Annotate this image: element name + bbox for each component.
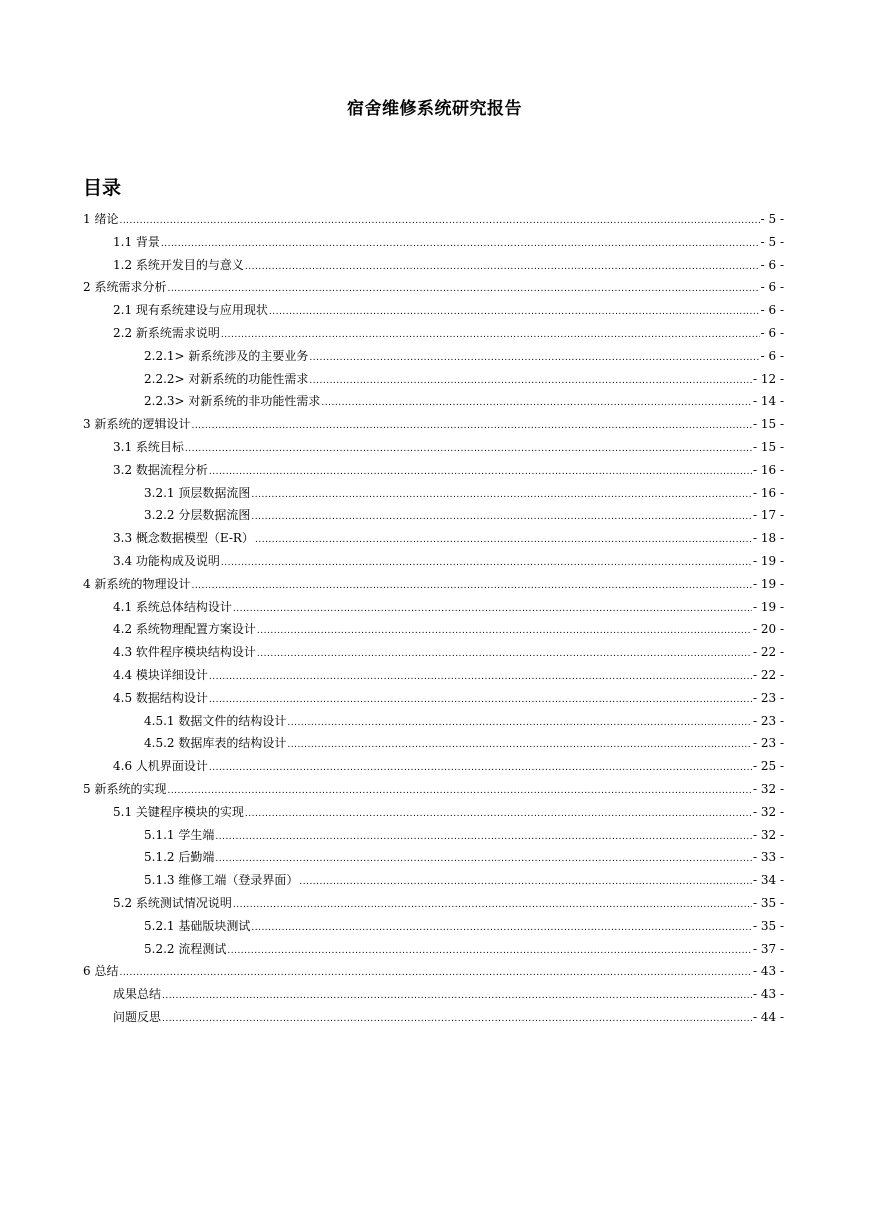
toc-entry-page: - 19 - (752, 576, 784, 591)
toc-entry-page: - 16 - (752, 485, 784, 500)
dot-leader (221, 552, 752, 575)
toc-entry-label: 问题反思 (113, 1009, 162, 1024)
toc-entry-label: 3.2.1 顶层数据流图 (144, 485, 251, 500)
toc-entry[interactable] (83, 254, 784, 277)
toc-entry-label: 4.5.2 数据库表的结构设计 (144, 736, 287, 751)
dot-leader (255, 529, 752, 552)
toc-entry[interactable] (83, 208, 784, 231)
dot-leader (119, 210, 759, 233)
toc-entry-page: - 5 - (760, 234, 784, 249)
toc-entry-label: 1.1 背景 (113, 234, 160, 249)
toc-entry-page: - 44 - (752, 1009, 784, 1024)
toc-entry-page: - 43 - (752, 964, 784, 979)
toc-entry-page: - 6 - (760, 303, 784, 318)
toc-entry-page: - 15 - (752, 439, 784, 454)
dot-leader (321, 392, 752, 415)
dot-leader (167, 278, 759, 301)
toc-entry-page: - 43 - (752, 987, 784, 1002)
toc-entry-page: - 6 - (760, 257, 784, 272)
toc-entry[interactable] (83, 938, 784, 961)
dot-leader (185, 438, 752, 461)
dot-leader (287, 712, 752, 735)
dot-leader (119, 962, 752, 985)
dot-leader (309, 347, 759, 370)
toc-entry[interactable] (83, 983, 784, 1006)
toc-entry[interactable] (83, 322, 784, 345)
toc-entry-label: 3.2 数据流程分析 (113, 462, 208, 477)
toc-entry-page: - 23 - (752, 713, 784, 728)
dot-leader (215, 848, 752, 871)
dot-leader (245, 256, 760, 279)
toc-entry-label: 5.2.2 流程测试 (144, 941, 227, 956)
dot-leader (167, 780, 752, 803)
dot-leader (209, 666, 752, 689)
table-of-contents (83, 208, 784, 1029)
toc-entry[interactable] (83, 413, 784, 436)
toc-entry[interactable] (83, 687, 784, 710)
toc-entry[interactable] (83, 801, 784, 824)
toc-entry[interactable] (83, 504, 784, 527)
toc-entry-label: 成果总结 (113, 987, 162, 1002)
toc-entry-label: 4.6 人机界面设计 (113, 759, 208, 774)
toc-entry-label: 5.1.3 维修工端（登录界面） (144, 873, 299, 888)
dot-leader (251, 484, 752, 507)
toc-entry-page: - 6 - (760, 325, 784, 340)
toc-entry-page: - 15 - (752, 417, 784, 432)
toc-entry[interactable] (83, 1006, 784, 1029)
toc-entry-label: 5.2 系统测试情况说明 (113, 895, 232, 910)
toc-entry-page: - 32 - (752, 781, 784, 796)
toc-entry-page: - 25 - (752, 759, 784, 774)
toc-entry[interactable] (83, 573, 784, 596)
toc-entry[interactable] (83, 664, 784, 687)
toc-entry-page: - 33 - (752, 850, 784, 865)
toc-entry[interactable] (83, 618, 784, 641)
toc-entry-label: 3.2.2 分层数据流图 (144, 508, 251, 523)
toc-entry-label: 5.1.2 后勤端 (144, 850, 215, 865)
dot-leader (309, 370, 752, 393)
toc-entry-page: - 16 - (752, 462, 784, 477)
toc-entry-page: - 22 - (752, 645, 784, 660)
toc-heading: 目录 (83, 177, 122, 199)
toc-entry-label: 5.2.1 基础版块测试 (144, 918, 251, 933)
toc-entry-page: - 23 - (752, 736, 784, 751)
toc-entry-label: 2.2.2> 对新系统的功能性需求 (144, 371, 309, 386)
toc-entry-label: 2.2.3> 对新系统的非功能性需求 (144, 394, 321, 409)
toc-entry[interactable] (83, 527, 784, 550)
toc-entry[interactable] (83, 846, 784, 869)
toc-entry-page: - 20 - (752, 622, 784, 637)
dot-leader (191, 415, 752, 438)
toc-entry-label: 1 绪论 (83, 212, 119, 226)
toc-entry[interactable] (83, 596, 784, 619)
dot-leader (161, 233, 760, 256)
toc-entry[interactable] (83, 550, 784, 573)
dot-leader (209, 689, 752, 712)
toc-entry[interactable] (83, 732, 784, 755)
dot-leader (209, 461, 752, 484)
dot-leader (269, 301, 760, 324)
toc-entry-label: 4.1 系统总体结构设计 (113, 599, 232, 614)
toc-entry-label: 4 新系统的物理设计 (83, 576, 191, 591)
toc-entry[interactable] (83, 892, 784, 915)
toc-entry-page: - 14 - (752, 394, 784, 409)
toc-entry-label: 3.4 功能构成及说明 (113, 553, 220, 568)
toc-entry[interactable] (83, 824, 784, 847)
toc-entry-page: - 22 - (752, 667, 784, 682)
toc-entry-label: 3 新系统的逻辑设计 (83, 417, 191, 432)
toc-entry-page: - 5 - (760, 212, 784, 226)
dot-leader (191, 575, 752, 598)
toc-entry-label: 4.2 系统物理配置方案设计 (113, 622, 256, 637)
toc-entry[interactable] (83, 436, 784, 459)
toc-entry-label: 5.1.1 学生端 (144, 827, 215, 842)
toc-entry-label: 3.3 概念数据模型（E-R） (113, 531, 254, 546)
dot-leader (287, 734, 752, 757)
toc-entry[interactable] (83, 960, 784, 983)
toc-entry-label: 2.2.1> 新系统涉及的主要业务 (144, 348, 309, 363)
dot-leader (162, 1008, 752, 1031)
toc-entry-page: - 32 - (752, 804, 784, 819)
toc-entry[interactable] (83, 755, 784, 778)
toc-entry-page: - 37 - (752, 941, 784, 956)
toc-entry[interactable] (83, 345, 784, 368)
dot-leader (215, 826, 752, 849)
dot-leader (221, 324, 760, 347)
dot-leader (162, 985, 752, 1008)
dot-leader (209, 757, 752, 780)
dot-leader (233, 598, 752, 621)
toc-entry-label: 2.2 新系统需求说明 (113, 325, 220, 340)
dot-leader (233, 894, 752, 917)
toc-entry[interactable] (83, 482, 784, 505)
dot-leader (257, 643, 752, 666)
toc-entry[interactable] (83, 390, 784, 413)
toc-entry-label: 2 系统需求分析 (83, 280, 167, 295)
toc-entry-page: - 6 - (760, 280, 784, 295)
toc-entry[interactable] (83, 710, 784, 733)
toc-entry-label: 5.1 关键程序模块的实现 (113, 804, 244, 819)
toc-entry-page: - 6 - (760, 348, 784, 363)
toc-entry-page: - 23 - (752, 690, 784, 705)
toc-entry-label: 6 总结 (83, 964, 119, 979)
toc-entry[interactable] (83, 641, 784, 664)
toc-entry[interactable] (83, 459, 784, 482)
toc-entry-page: - 35 - (752, 895, 784, 910)
toc-entry-page: - 34 - (752, 873, 784, 888)
document-title: 宿舍维修系统研究报告 (347, 99, 522, 119)
toc-entry-label: 4.4 模块详细设计 (113, 667, 208, 682)
dot-leader (227, 940, 752, 963)
dot-leader (245, 803, 752, 826)
toc-entry-label: 4.5.1 数据文件的结构设计 (144, 713, 287, 728)
toc-entry-page: - 32 - (752, 827, 784, 842)
toc-entry[interactable] (83, 778, 784, 801)
toc-entry-label: 1.2 系统开发目的与意义 (113, 257, 244, 272)
toc-entry-page: - 19 - (752, 553, 784, 568)
toc-entry[interactable] (83, 915, 784, 938)
toc-entry-label: 4.3 软件程序模块结构设计 (113, 645, 256, 660)
toc-entry[interactable] (83, 231, 784, 254)
toc-entry-page: - 17 - (752, 508, 784, 523)
toc-entry-label: 2.1 现有系统建设与应用现状 (113, 303, 268, 318)
toc-entry-page: - 35 - (752, 918, 784, 933)
toc-entry-page: - 12 - (752, 371, 784, 386)
toc-entry-page: - 18 - (752, 531, 784, 546)
toc-entry-label: 3.1 系统目标 (113, 439, 184, 454)
dot-leader (299, 871, 752, 894)
toc-entry-label: 5 新系统的实现 (83, 781, 167, 796)
toc-entry[interactable] (83, 299, 784, 322)
dot-leader (251, 917, 752, 940)
toc-entry-page: - 19 - (752, 599, 784, 614)
dot-leader (257, 620, 752, 643)
dot-leader (251, 506, 752, 529)
toc-entry-label: 4.5 数据结构设计 (113, 690, 208, 705)
toc-entry[interactable] (83, 276, 784, 299)
toc-entry[interactable] (83, 869, 784, 892)
toc-entry[interactable] (83, 368, 784, 391)
